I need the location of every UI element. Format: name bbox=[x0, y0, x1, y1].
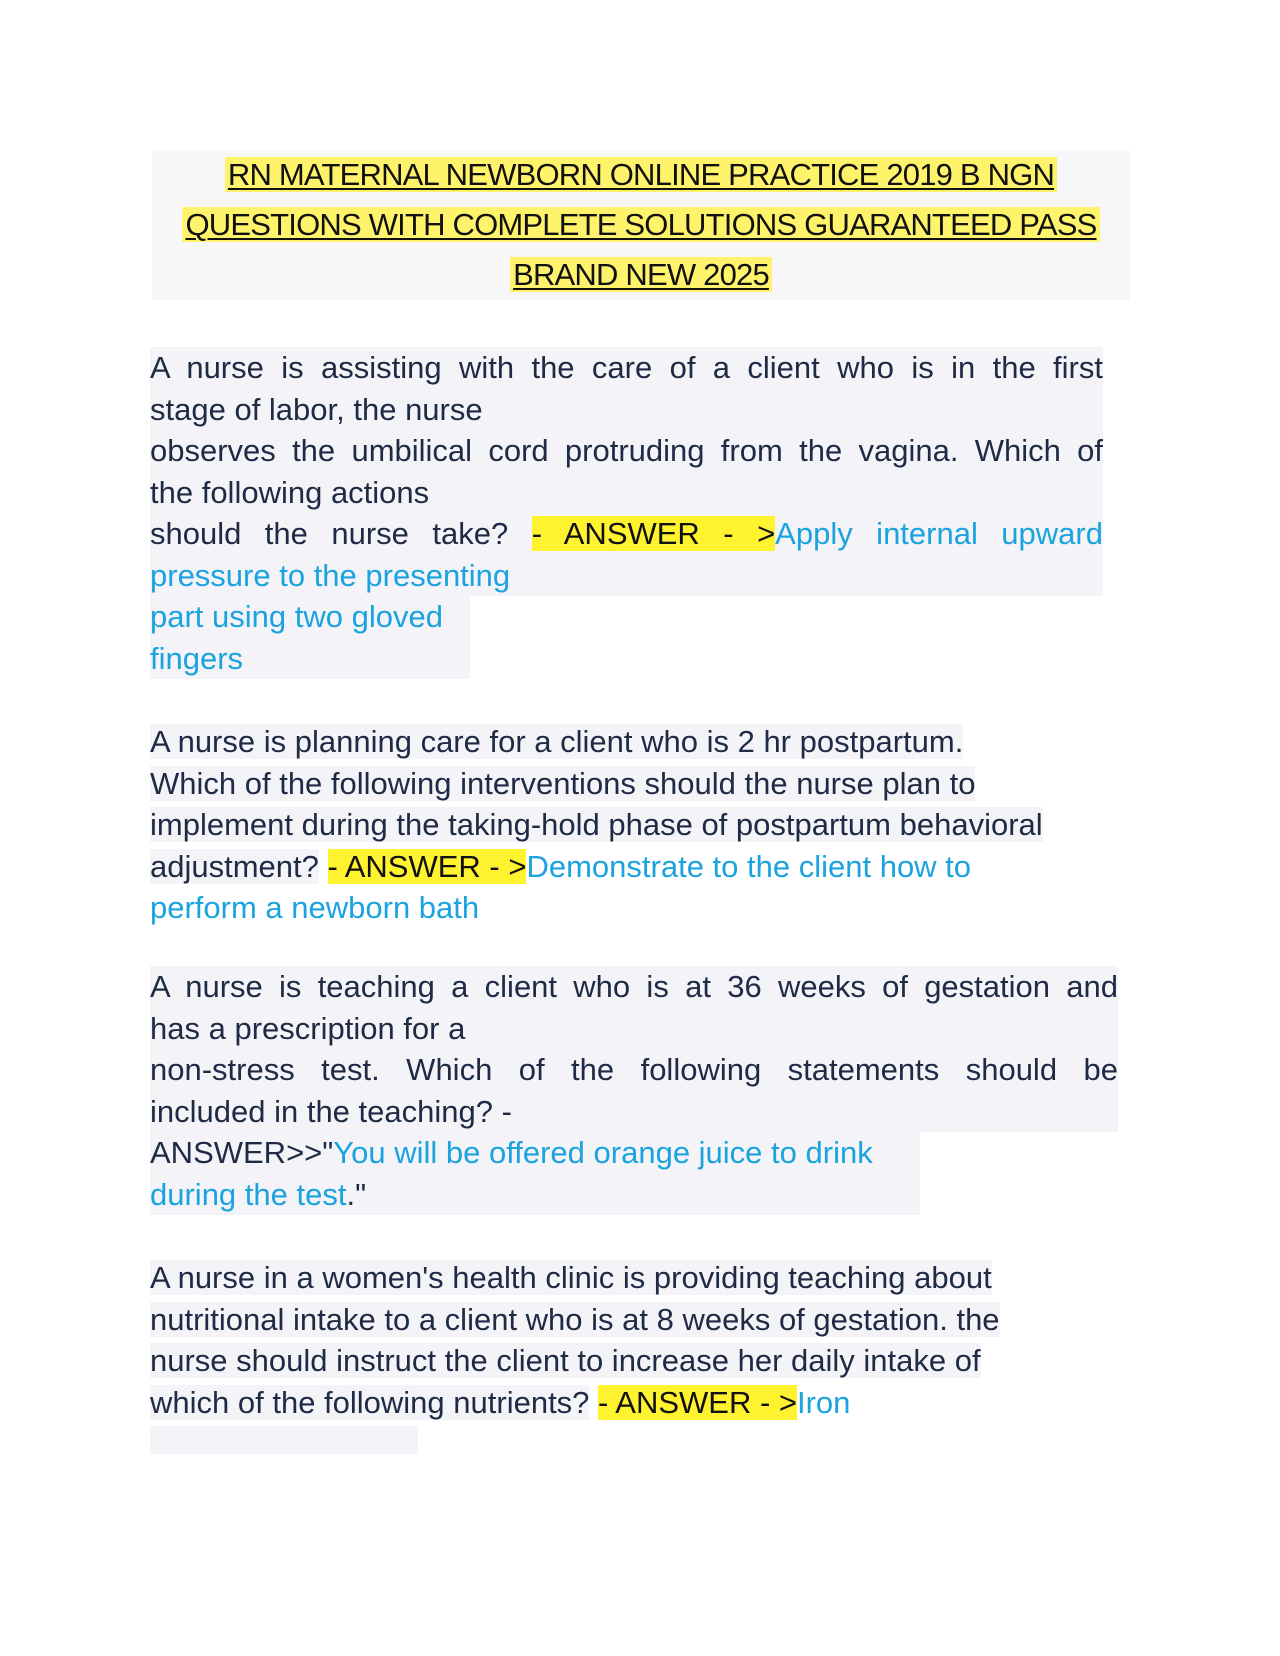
answer-text: Demonstrate to the client how to bbox=[526, 848, 972, 884]
question-text: observes the umbilical cord protruding from the vagina. Which of bbox=[150, 433, 1103, 468]
title-line-3: BRAND NEW 2025 bbox=[152, 250, 1130, 300]
answer-text: pressure to the presenting bbox=[150, 557, 511, 593]
question-text: the following actions bbox=[150, 474, 430, 510]
question-text: A nurse in a women's health clinic is providing teaching about bbox=[150, 1260, 992, 1295]
title-line-2: QUESTIONS WITH COMPLETE SOLUTIONS GUARANTEED PASS bbox=[152, 200, 1130, 250]
answer-text-line bbox=[150, 638, 470, 680]
document-title bbox=[152, 150, 1130, 300]
answer-text-line bbox=[150, 596, 470, 638]
answer-text: You will be offered orange juice to drink bbox=[333, 1135, 873, 1170]
question-text: nurse should instruct the client to increase her daily intake of bbox=[150, 1343, 981, 1378]
question-answer-line bbox=[150, 846, 1118, 888]
question-text: adjustment? bbox=[150, 848, 319, 884]
question-block-2 bbox=[150, 721, 1118, 929]
answer-text: part using two gloved bbox=[150, 599, 443, 634]
answer-marker: - ANSWER - > bbox=[327, 848, 527, 884]
answer-text: Iron bbox=[797, 1384, 851, 1420]
question-text: A nurse is assisting with the care of a client who is in the first bbox=[150, 350, 1103, 385]
trailing-shade bbox=[150, 1423, 1118, 1451]
answer-tail: ." bbox=[346, 1176, 367, 1212]
answer-marker: - ANSWER - > bbox=[531, 516, 776, 551]
answer-text: fingers bbox=[150, 640, 244, 676]
question-block-4 bbox=[150, 1257, 1118, 1451]
question-answer-line bbox=[150, 513, 1103, 555]
answer-text: Apply internal upward bbox=[775, 516, 1103, 551]
question-text: has a prescription for a bbox=[150, 1010, 466, 1046]
question-text: included in the teaching? - bbox=[150, 1093, 512, 1129]
question-block-3 bbox=[150, 966, 1118, 1215]
question-answer-line bbox=[150, 1382, 1118, 1424]
question-text: ANSWER>>" bbox=[150, 1135, 334, 1170]
question-block-1 bbox=[150, 347, 1118, 679]
question-text: A nurse is teaching a client who is at 36 weeks of gestation and bbox=[150, 969, 1118, 1004]
title-line-1: RN MATERNAL NEWBORN ONLINE PRACTICE 2019 B NGN bbox=[152, 150, 1130, 200]
question-text: implement during the taking-hold phase of postpartum behavioral bbox=[150, 807, 1043, 842]
question-answer-line bbox=[150, 1132, 920, 1174]
answer-text: during the test bbox=[150, 1176, 347, 1212]
question-text: stage of labor, the nurse bbox=[150, 391, 483, 427]
question-text: should the nurse take? bbox=[150, 516, 509, 551]
answer-text: perform a newborn bath bbox=[150, 890, 480, 925]
question-text: nutritional intake to a client who is at 8 weeks of gestation. the bbox=[150, 1301, 1000, 1337]
question-text: non-stress test. Which of the following statements should be bbox=[150, 1052, 1118, 1087]
answer-text-line bbox=[150, 555, 1103, 597]
answer-marker: - ANSWER - > bbox=[598, 1384, 797, 1420]
question-text: which of the following nutrients? bbox=[150, 1384, 590, 1420]
question-text: Which of the following interventions should the nurse plan to bbox=[150, 765, 976, 801]
answer-text-line bbox=[150, 887, 1118, 929]
question-text: A nurse is planning care for a client who is 2 hr postpartum. bbox=[150, 724, 964, 759]
answer-text-line bbox=[150, 1174, 920, 1216]
